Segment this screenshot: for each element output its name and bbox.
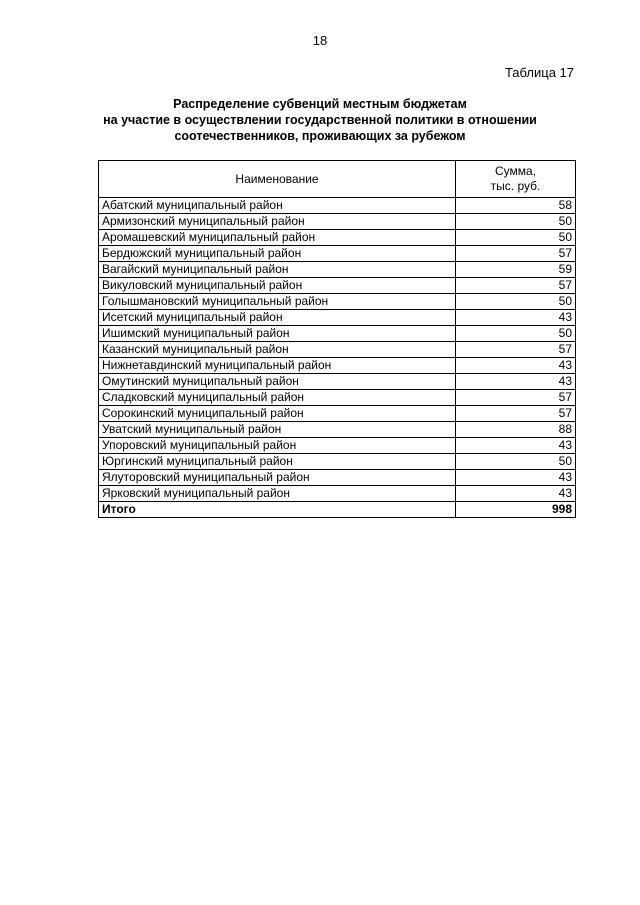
row-sum: 88 — [456, 422, 576, 438]
row-name: Вагайский муниципальный район — [99, 262, 456, 278]
table-row — [99, 326, 576, 342]
table-row — [99, 390, 576, 406]
table-row — [99, 454, 576, 470]
table-row — [99, 278, 576, 294]
row-sum: 57 — [456, 246, 576, 262]
row-name: Ярковский муниципальный район — [99, 486, 456, 502]
row-name: Омутинский муниципальный район — [99, 374, 456, 390]
table-row — [99, 342, 576, 358]
row-sum: 50 — [456, 326, 576, 342]
subvention-table — [98, 160, 576, 518]
table-row — [99, 486, 576, 502]
header-sum-line2: тыс. руб. — [490, 179, 541, 193]
table-row — [99, 294, 576, 310]
table-row — [99, 374, 576, 390]
row-name: Сорокинский муниципальный район — [99, 406, 456, 422]
row-sum: 57 — [456, 390, 576, 406]
row-name: Ялуторовский муниципальный район — [99, 470, 456, 486]
row-sum: 43 — [456, 310, 576, 326]
row-sum: 43 — [456, 374, 576, 390]
row-name: Бердюжский муниципальный район — [99, 246, 456, 262]
row-name: Исетский муниципальный район — [99, 310, 456, 326]
row-name: Упоровский муниципальный район — [99, 438, 456, 454]
row-name: Армизонский муниципальный район — [99, 214, 456, 230]
row-name: Уватский муниципальный район — [99, 422, 456, 438]
row-name: Абатский муниципальный район — [99, 198, 456, 214]
header-sum-line1: Сумма, — [494, 164, 537, 178]
table-row — [99, 470, 576, 486]
table-title — [60, 96, 580, 144]
row-sum: 43 — [456, 438, 576, 454]
table-row — [99, 438, 576, 454]
row-sum: 50 — [456, 214, 576, 230]
row-sum: 58 — [456, 198, 576, 214]
row-name: Аромашевский муниципальный район — [99, 230, 456, 246]
table-row — [99, 246, 576, 262]
header-name: Наименование — [99, 161, 456, 198]
table-row — [99, 214, 576, 230]
title-line: на участие в осуществлении государственной политики в отношении — [103, 113, 537, 127]
total-row — [99, 502, 576, 518]
table-row — [99, 422, 576, 438]
row-name: Голышмановский муниципальный район — [99, 294, 456, 310]
row-sum: 50 — [456, 294, 576, 310]
row-name: Сладковский муниципальный район — [99, 390, 456, 406]
table-row — [99, 230, 576, 246]
row-sum: 43 — [456, 486, 576, 502]
table-row — [99, 406, 576, 422]
row-sum: 59 — [456, 262, 576, 278]
row-name: Казанский муниципальный район — [99, 342, 456, 358]
row-sum: 43 — [456, 470, 576, 486]
table-row — [99, 310, 576, 326]
table-row — [99, 262, 576, 278]
row-name: Нижнетавдинский муниципальный район — [99, 358, 456, 374]
row-sum: 57 — [456, 278, 576, 294]
row-sum: 50 — [456, 454, 576, 470]
table-row — [99, 358, 576, 374]
row-name: Юргинский муниципальный район — [99, 454, 456, 470]
table-caption: Таблица 17 — [504, 65, 574, 80]
table-header-row — [99, 161, 576, 198]
total-sum: 998 — [456, 502, 576, 518]
table-body — [99, 198, 576, 502]
row-sum: 43 — [456, 358, 576, 374]
row-sum: 50 — [456, 230, 576, 246]
table-row — [99, 198, 576, 214]
page-number: 18 — [312, 33, 328, 48]
header-sum — [456, 161, 576, 198]
row-name: Ишимский муниципальный район — [99, 326, 456, 342]
total-label: Итого — [99, 502, 456, 518]
title-line: соотечественников, проживающих за рубежом — [174, 129, 466, 143]
title-line: Распределение субвенций местным бюджетам — [173, 97, 467, 111]
row-sum: 57 — [456, 406, 576, 422]
row-name: Викуловский муниципальный район — [99, 278, 456, 294]
row-sum: 57 — [456, 342, 576, 358]
